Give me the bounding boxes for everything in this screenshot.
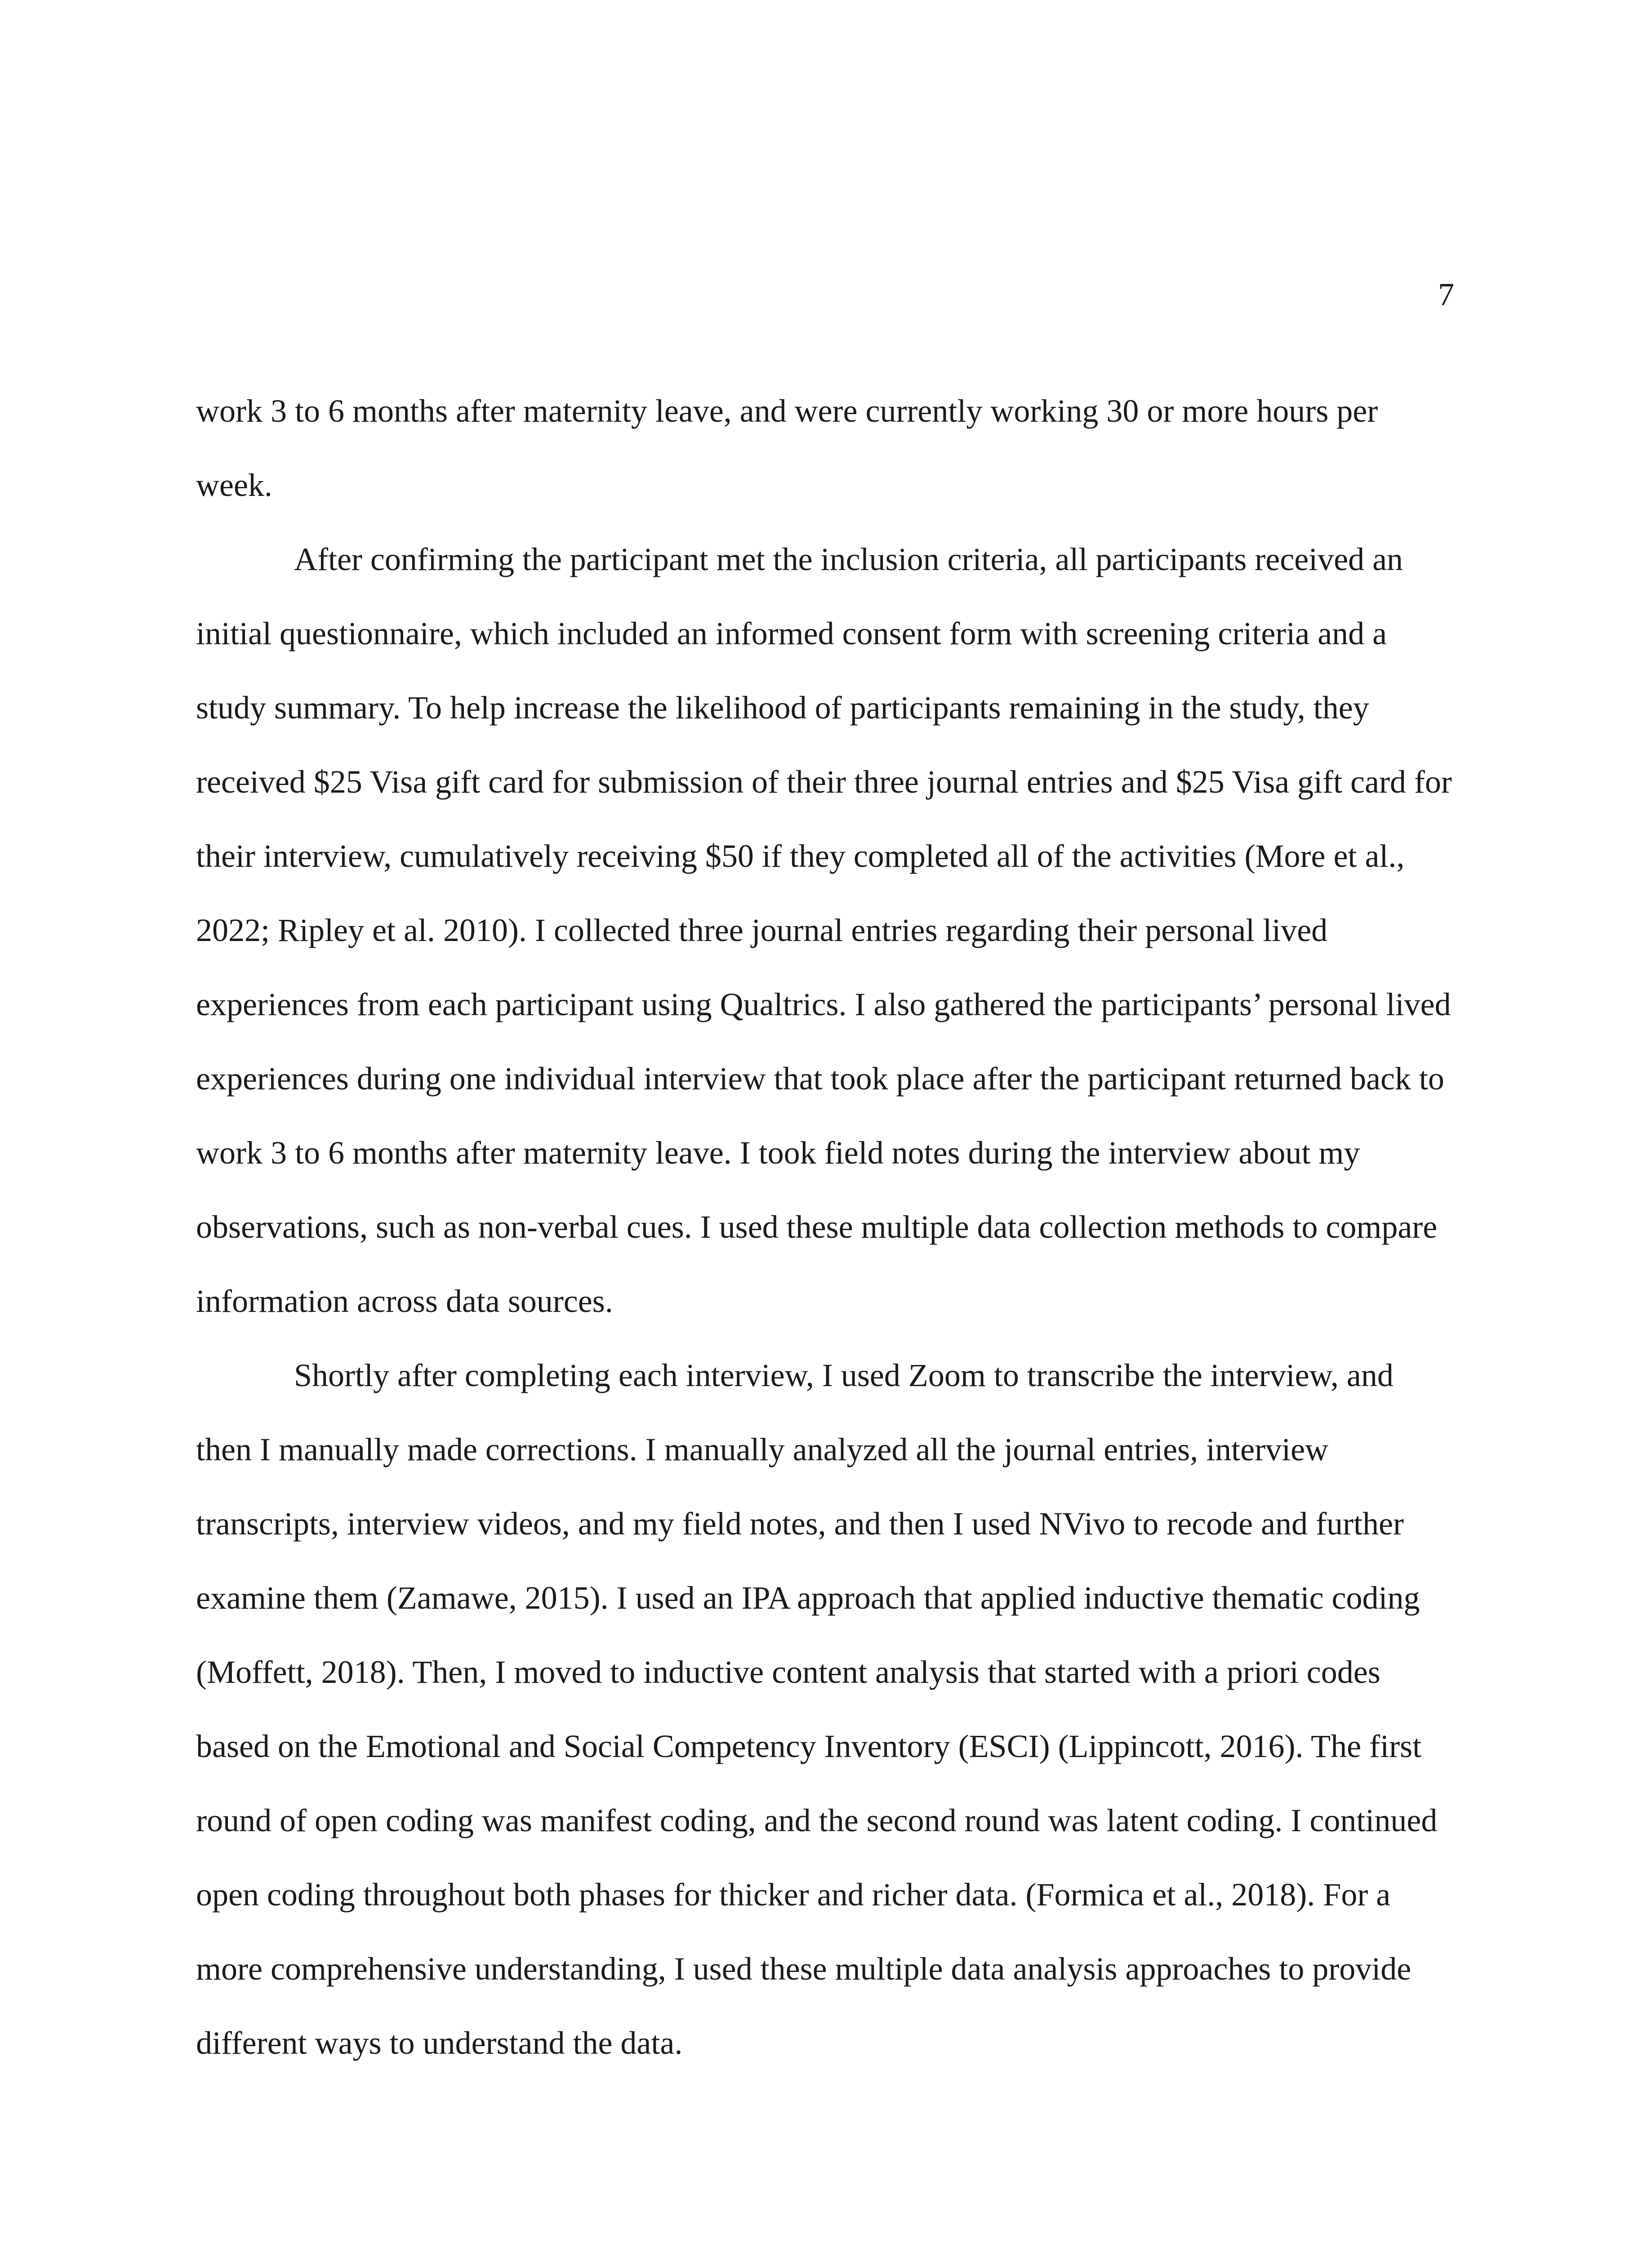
text-line: their interview, cumulatively receiving $50 if they completed all of the activities (More et al., [196,838,1405,874]
paragraph [196,1338,1459,2080]
text-line: experiences from each participant using Qualtrics. I also gathered the participants’ personal lived [196,986,1451,1022]
text-line: Shortly after completing each interview, I used Zoom to transcribe the interview, and [294,1357,1394,1393]
text-line: transcripts, interview videos, and my field notes, and then I used NVivo to recode and further [196,1506,1404,1542]
paragraph [196,522,1459,1338]
text-line: received $25 Visa gift card for submission of their three journal entries and $25 Visa gift card for [196,764,1452,800]
text-line: observations, such as non-verbal cues. I used these multiple data collection methods to compare [196,1209,1438,1245]
text-line: based on the Emotional and Social Competency Inventory (ESCI) (Lippincott, 2016). The first [196,1728,1422,1764]
text-line: work 3 to 6 months after maternity leave. I took field notes during the interview about my [196,1135,1360,1171]
text-line: (Moffett, 2018). Then, I moved to inductive content analysis that started with a priori codes [196,1654,1380,1690]
text-line: different ways to understand the data. [196,2025,683,2061]
text-line: round of open coding was manifest coding, and the second round was latent coding. I continued [196,1802,1438,1838]
text-line: work 3 to 6 months after maternity leave, and were currently working 30 or more hours per [196,393,1378,429]
text-line: week. [196,467,272,503]
text-line: open coding throughout both phases for thicker and richer data. (Formica et al., 2018). For a [196,1877,1391,1913]
paragraph [196,374,1459,522]
page-number: 7 [1438,277,1454,312]
text-line: 2022; Ripley et al. 2010). I collected three journal entries regarding their personal lived [196,912,1328,948]
text-line: examine them (Zamawe, 2015). I used an IPA approach that applied inductive thematic coding [196,1580,1420,1616]
body-text [196,374,1459,2080]
text-line: then I manually made corrections. I manually analyzed all the journal entries, interview [196,1432,1329,1467]
text-line: study summary. To help increase the likelihood of participants remaining in the study, they [196,690,1369,726]
text-line: information across data sources. [196,1283,613,1319]
text-line: more comprehensive understanding, I used these multiple data analysis approaches to provide [196,1951,1412,1987]
text-line: experiences during one individual interview that took place after the participant returned back to [196,1061,1444,1097]
text-line: After confirming the participant met the inclusion criteria, all participants received an [294,541,1403,577]
text-line: initial questionnaire, which included an informed consent form with screening criteria and a [196,616,1387,651]
